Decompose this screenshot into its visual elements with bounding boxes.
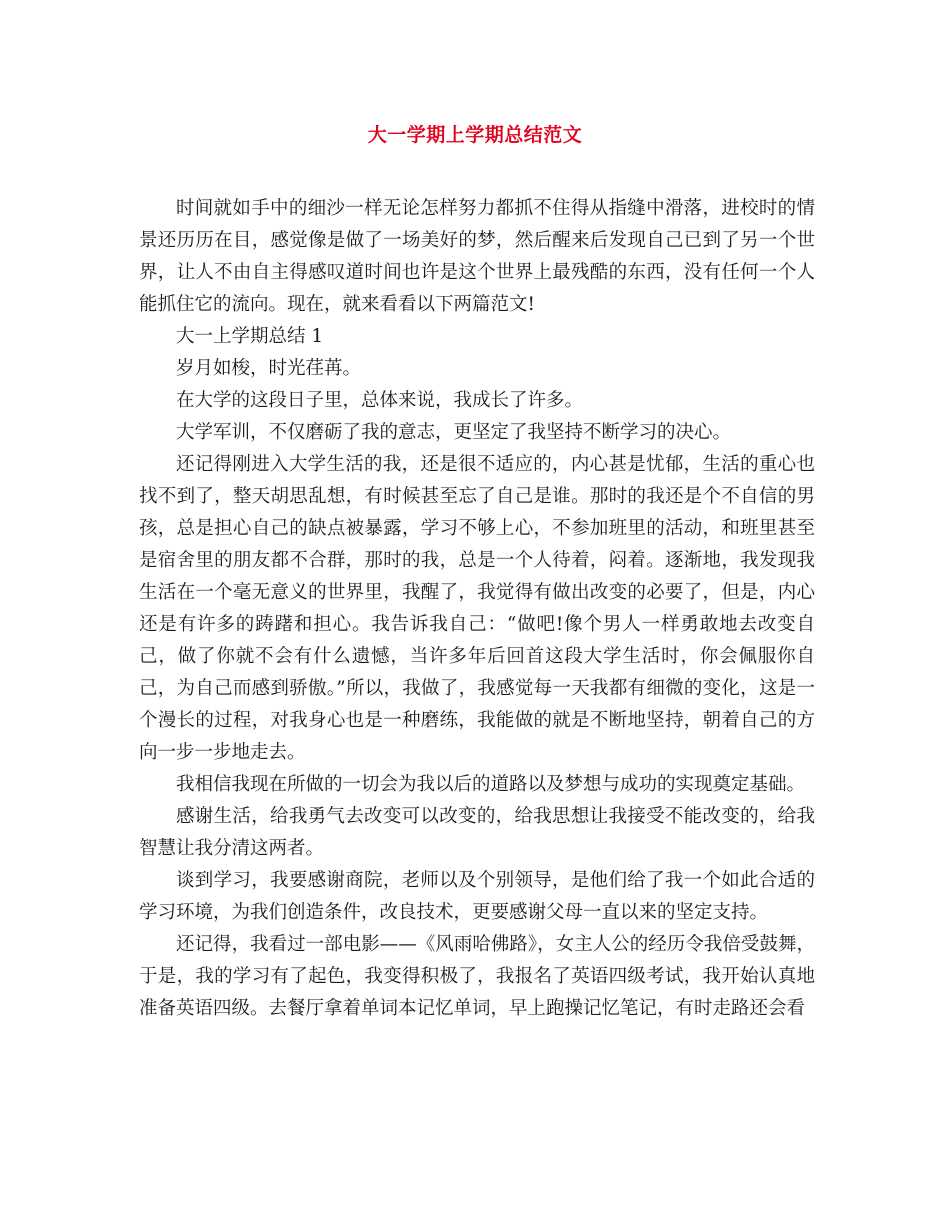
section-heading: 大一上学期总结 1: [176, 326, 324, 347]
body-paragraph: 岁月如梭，时光荏苒。: [176, 358, 362, 379]
document-title: 大一学期上学期总结范文: [367, 124, 583, 146]
body-paragraph: 感谢生活，给我勇气去改变可以改变的，给我思想让我接受不能改变的，给我智慧让我分清这两者。: [139, 806, 815, 859]
body-paragraph: 谈到学习，我要感谢商院，老师以及个别领导，是他们给了我一个如此合适的学习环境，为我们创造条件，改良技术，更要感谢父母一直以来的坚定支持。: [139, 870, 815, 923]
body-paragraph: 还记得刚进入大学生活的我，还是很不适应的，内心甚是忧郁，生活的重心也找不到了，整天胡思乱想，有时候甚至忘了自己是谁。那时的我还是个不自信的男孩，总是担心自己的缺点被暴露，学习不够上心，不参加班里的活动，和班里甚至是宿舍里的朋友都不合群，那时的我，总是一个人待着，闷着。逐渐地，我发现我生活在一个毫无意义的世界里，我醒了，我觉得有做出改变的必要了，但是，内心还是有许多的踌躇和担心。我告诉我自己：“做吧!像个男人一样勇敢地去改变自己，做了你就不会有什么遗憾，当许多年后回首这段大学生活时，你会佩服你自己，为自己而感到骄傲。”所以，我做了，我感觉每一天我都有细微的变化，这是一个漫长的过程，对我身心也是一种磨练，我能做的就是不断地坚持，朝着自己的方向一步一步地走去。: [139, 454, 815, 763]
body-paragraph: 我相信我现在所做的一切会为我以后的道路以及梦想与成功的实现奠定基础。: [176, 774, 806, 795]
body-paragraph: 大学军训，不仅磨砺了我的意志，更坚定了我坚持不断学习的决心。: [176, 422, 732, 443]
body-paragraph: 在大学的这段日子里，总体来说，我成长了许多。: [176, 390, 584, 411]
intro-paragraph: 时间就如手中的细沙一样无论怎样努力都抓不住得从指缝中滑落，进校时的情景还历历在目，感觉像是做了一场美好的梦，然后醒来后发现自己已到了另一个世界，让人不由自主得感叹道时间也许是这个世界上最残酷的东西，没有任何一个人能抓住它的流向。现在，就来看看以下两篇范文!: [139, 198, 815, 315]
document-body: [139, 193, 815, 1025]
body-paragraph: 还记得，我看过一部电影——《风雨哈佛路》，女主人公的经历令我倍受鼓舞，于是，我的学习有了起色，我变得积极了，我报名了英语四级考试，我开始认真地准备英语四级。去餐厅拿着单词本记忆单词，早上跑操记忆笔记，有时走路还会看: [139, 934, 815, 1019]
